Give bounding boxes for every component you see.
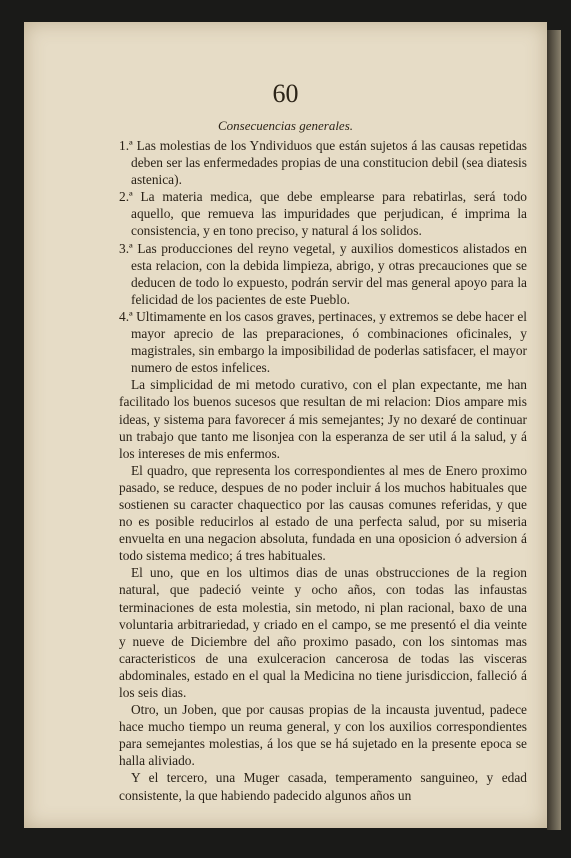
paragraph-quadro: El quadro, que representa los correspondientes al mes de Enero proximo pasado, se reduce, despues de no poder incluir á los muchos habituales que sostienen su caracter chaquectico por las causas comunes referidas, y que no es posible reducirlos al estado de una perfecta salud, por su miseria envuelta en una negacion absoluta, fundada en una oposicion ó adversion á todo sistema medico; á tres habituales. (119, 462, 527, 564)
list-item-4: 4.ª Ultimamente en los casos graves, pertinaces, y extremos se debe hacer el mayor aprecio de las preparaciones, ó combinaciones oficinales, y magistrales, sin embargo la imposibilidad de poderlas satisfacer, el mayor numero de estos infelices. (119, 308, 527, 376)
page-edge-shadow (547, 30, 561, 830)
list-item-1: 1.ª Las molestias de los Yndividuos que están sujetos á las causas repetidas deben ser las enfermedades propias de una constitucion debil (sea diatesis astenica). (119, 138, 527, 188)
paragraph-third-case: Y el tercero, una Muger casada, temperamento sanguineo, y edad consistente, la que habiendo padecido algunos años un (119, 770, 527, 803)
paragraph-second-case: Otro, un Joben, que por causas propias de la incausta juventud, padece hace mucho tiempo un reuma general, y con los auxilios correspondientes para semejantes molestias, á los que se há sujetado en la presente epoca se halla aliviado. (119, 702, 527, 769)
paragraph-first-case: El uno, que en los ultimos dias de unas obstrucciones de la region natural, que padeció veinte y ocho años, con todas las infaustas terminaciones de esta molestia, sin metodo, ni plan racional, baxo de una voluntaria arbitrariedad, y criado en el campo, se me presentó el dia veinte y nueve de Diciembre del año proximo pasado, con los sintomas mas caracteristicos de una exulceracion cancerosa de todas las visceras abdominales, estado en el qual la Medicina no tiene jurisdiccion, falleció á los seis dias. (119, 565, 527, 700)
list-item-2: 2.ª La materia medica, que debe emplearse para rebatirlas, será todo aquello, que remueva las impuridades que perjudican, é imprima la consistencia, y en tono preciso, y natural á los solidos. (119, 189, 527, 239)
page-number: 60 (272, 79, 299, 108)
running-head: Consecuencias generales. (217, 118, 354, 133)
body-text (119, 137, 527, 804)
book-page (24, 22, 547, 828)
paragraph-simplicity: La simplicidad de mi metodo curativo, con el plan expectante, me han facilitado los buenos sucesos que resultan de mi relacion: Dios ampare mis ideas, y sistema para favorecer á mis semejantes; Jy no dexaré de continuar un trabajo que tanto me lisonjea con la esperanza de ser util á la salud, y á los intereses de mis enfermos. (119, 377, 527, 461)
list-item-3: 3.ª Las producciones del reyno vegetal, y auxilios domesticos alistados en esta relacion, con la debida limpieza, abrigo, y otras precauciones que se deducen de todo lo expuesto, podrán servir del mas general apoyo para la felicidad de los pacientes de este Pueblo. (119, 240, 527, 307)
